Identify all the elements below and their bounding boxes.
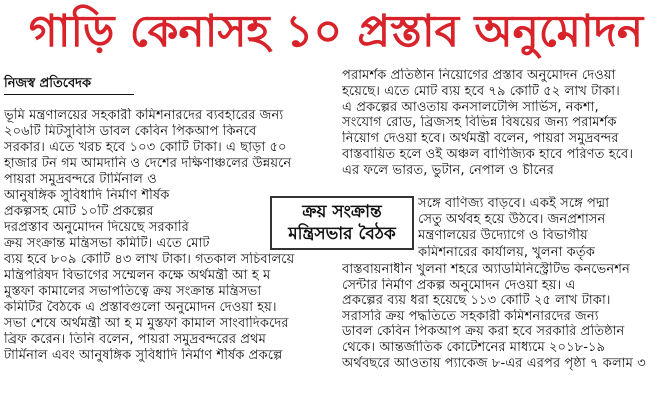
box-title-line-1: ক্রয় সংক্রান্ত — [302, 202, 382, 222]
text-line: নিয়োগ দেওয়া হবে। অর্থমন্ত্রী বলেন, পায়রা সমুদ্রবন্দর — [342, 131, 619, 147]
right-column-top — [342, 68, 668, 179]
text-line: মন্ত্রিপরিষদ বিভাগের সম্মেলন কক্ষে অর্থমন্ত্রী আ হ ম — [4, 268, 271, 283]
headline: গাড়ি কেনাসহ ১০ প্রস্তাব অনুমোদন — [28, 6, 644, 57]
text-line: সরাসরি ক্রয় পদ্ধতিতে সহকারী কমিশনারদের জন্য — [342, 308, 599, 324]
text-line: ২০৬টি মিটসুবিসি ডাবল কেবিন পিকআপ কিনবে — [4, 124, 257, 139]
text-line: এ প্রকল্পের আওতায় কনসালটেন্সি সার্ভিস, নকশা, — [342, 99, 599, 115]
text-line: এর ফলে ভারত, ভুটান, নেপাল ও চীনের — [342, 162, 554, 178]
text-line: মুস্তফা কামালের সভাপতিত্বে ক্রয় সংক্রান্ত মন্ত্রিসভা — [4, 284, 262, 299]
text-line: মন্ত্রণালয়ের উদ্যোগে ও বিভাগীয় — [418, 228, 588, 244]
text-line: ব্যয় হবে ৮০৯ কোটি ৪৩ লাখ টাকা। গতকাল সচিবালয়ে — [4, 252, 295, 267]
text-line: বাস্তবায়িত হলে ওই অঞ্চল বাণিজ্যিক হাবে পরিণত হবে। — [342, 146, 634, 162]
text-line: হয়েছে। এতে মোট ব্যয় হবে ৭৯ কোটি ৫২ লাখ টাকা। — [342, 83, 620, 99]
text-line: ব্রিফ করেন। তিনি বলেন, পায়রা সমুদ্রবন্দরের প্রথম — [4, 332, 267, 347]
text-line: প্রকল্পসহ মোট ১০টি প্রকল্পের — [4, 204, 154, 219]
text-line: পায়রা সমুদ্রবন্দরে টার্মিনাল ও — [4, 172, 157, 187]
box-title-line-2: মন্ত্রিসভার বৈঠক — [288, 224, 396, 244]
text-line: সভা শেষে অর্থমন্ত্রী আ হ ম মুস্তফা কামাল সাংবাদিকদের — [4, 316, 289, 331]
right-column-mid — [418, 196, 670, 261]
text-line: সেন্টার নির্মাণ প্রকল্প অনুমোদন দেওয়া হয়। এ — [342, 277, 576, 293]
text-line: সরকার। এতে খরচ হবে ১০৩ কোটি টাকা। এ ছাড়া ৫০ — [4, 140, 287, 155]
sidebar-box — [270, 196, 414, 250]
text-line: আনুষঙ্গিক সুবিধাদি নির্মাণ শীর্ষক — [4, 188, 170, 203]
text-line: ভূমি মন্ত্রণালয়ের সহকারী কমিশনারদের ব্যবহারের জন্য — [4, 108, 284, 123]
text-line: প্রকল্পের ব্যয় ধরা হয়েছে ১১৩ কোটি ২৫ লাখ টাকা। — [342, 293, 611, 309]
text-line: থেকে। আন্তর্জাতিক কোটেশনের মাধ্যমে ২০১৮-১৯ — [342, 339, 606, 355]
text-line: দরপ্রস্তাব অনুমোদন দিয়েছে সরকারি — [4, 220, 189, 235]
text-line: পরামর্শক প্রতিষ্ঠান নিয়োগের প্রস্তাব অনুমোদন দেওয়া — [342, 68, 616, 83]
byline: নিজস্ব প্রতিবেদক — [4, 76, 134, 95]
text-line: সংযোগ রোড, ব্রিজসহ বিভিন্ন বিষয়ের জন্য পরামর্শক — [342, 115, 617, 131]
text-line: হাজার টন গম আমদানি ও দেশের দক্ষিণাঞ্চলের উন্নয়নে — [4, 156, 292, 171]
text-line: বাস্তবায়নাধীন খুলনা শহরে অ্যাডমিনিস্ট্রেটিভ কনভেনশন — [342, 262, 630, 277]
bottom-text — [342, 262, 670, 371]
text-line: অর্থবছরে আওতায় প্যাকেজ ৮-এর এরপর পৃষ্ঠা ৭ কলাম ৩ — [342, 355, 646, 371]
text-line: সঙ্গে বাণিজ্য বাড়বে। একই সঙ্গে পদ্মা — [418, 196, 610, 211]
text-line: কমিশনারের কার্যালয়, খুলনা কর্তৃক — [418, 244, 595, 260]
text-line: কমিটির বৈঠকে এ প্রস্তাবগুলো অনুমোদন দেওয়া হয়। — [4, 300, 277, 315]
text-line: ডাবল কেবিন পিকআপ ক্রয় করা হবে সরকারি প্রতিষ্ঠান — [342, 324, 625, 340]
text-line: ক্রয় সংক্রান্ত মন্ত্রিসভা কমিটি। এতে মোট — [4, 236, 210, 251]
text-line: টার্মিনাল এবং আনুষঙ্গিক সুবিধাদি নির্মাণ শীর্ষক প্রকল্পে — [4, 348, 283, 363]
text-line: সেতু অর্থবহ হয়ে উঠবে। জনপ্রশাসন — [418, 212, 606, 228]
